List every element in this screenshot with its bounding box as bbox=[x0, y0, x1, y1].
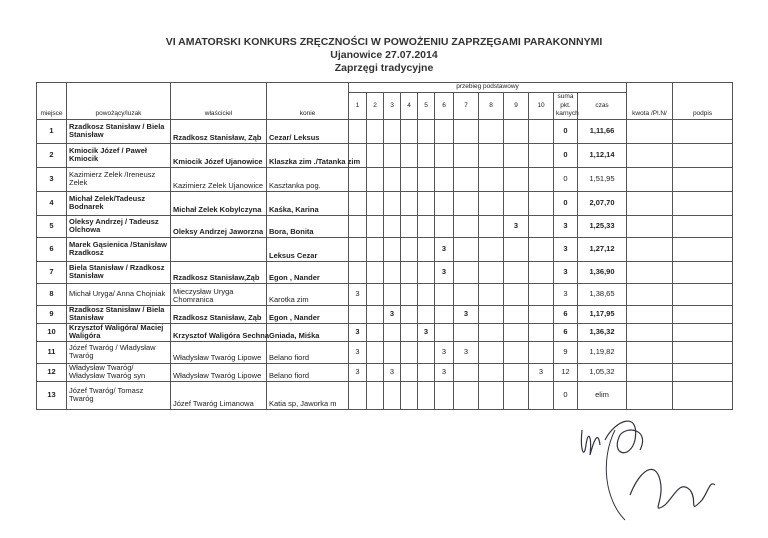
obstacle-cell bbox=[435, 215, 454, 237]
obstacle-cell bbox=[454, 143, 479, 167]
podpis-cell bbox=[673, 341, 733, 363]
table-row bbox=[37, 341, 733, 363]
sum-cell: 0 bbox=[554, 143, 578, 167]
horses-cell: Klaszka zim ./Tatanka zim bbox=[267, 143, 349, 167]
place-cell: 11 bbox=[37, 341, 67, 363]
place-cell: 4 bbox=[37, 191, 67, 215]
time-cell: 2,07,70 bbox=[578, 191, 627, 215]
sum-cell: 0 bbox=[554, 167, 578, 191]
obstacle-cell bbox=[479, 167, 504, 191]
place-cell: 5 bbox=[37, 215, 67, 237]
obstacle-cell bbox=[529, 237, 554, 261]
kwota-cell bbox=[627, 363, 673, 381]
obstacle-cell bbox=[418, 363, 435, 381]
obstacle-cell bbox=[367, 363, 384, 381]
obstacle-cell bbox=[367, 215, 384, 237]
podpis-cell bbox=[673, 323, 733, 341]
kwota-cell bbox=[627, 119, 673, 143]
obstacle-cell bbox=[384, 323, 401, 341]
kwota-cell bbox=[627, 341, 673, 363]
obstacle-cell: 3 bbox=[435, 261, 454, 283]
obstacle-cell bbox=[418, 167, 435, 191]
owner-cell: Władysław Twaróg Lipowe bbox=[171, 363, 267, 381]
driver-cell: Michał Zelek/Tadeusz Bodnarek bbox=[67, 191, 171, 215]
kwota-cell bbox=[627, 215, 673, 237]
obstacle-cell bbox=[529, 305, 554, 323]
horses-cell: Belano fiord bbox=[267, 341, 349, 363]
owner-cell: Rzadkosz Stanisław, Ząb bbox=[171, 119, 267, 143]
podpis-cell bbox=[673, 167, 733, 191]
horses-cell: Kaśka, Karina bbox=[267, 191, 349, 215]
obstacle-cell bbox=[384, 191, 401, 215]
obstacle-cell bbox=[454, 363, 479, 381]
time-cell: 1,27,12 bbox=[578, 237, 627, 261]
obstacle-cell: 3 bbox=[384, 305, 401, 323]
obstacle-cell bbox=[454, 323, 479, 341]
horses-cell: Bora, Bonita bbox=[267, 215, 349, 237]
podpis-cell bbox=[673, 191, 733, 215]
obstacle-cell: 3 bbox=[504, 215, 529, 237]
obstacle-cell bbox=[479, 143, 504, 167]
table-row bbox=[37, 191, 733, 215]
obstacle-cell bbox=[401, 119, 418, 143]
sum-cell: 12 bbox=[554, 363, 578, 381]
obstacle-cell bbox=[401, 283, 418, 305]
obstacle-cell bbox=[418, 143, 435, 167]
driver-cell: Kazimierz Zelek /Ireneusz Zelek bbox=[67, 167, 171, 191]
col-driver-header: powożący/luzak bbox=[67, 83, 171, 120]
obstacle-cell bbox=[384, 119, 401, 143]
obstacle-cell bbox=[418, 119, 435, 143]
table-row bbox=[37, 261, 733, 283]
obstacle-cell bbox=[367, 381, 384, 409]
obstacle-cell bbox=[401, 143, 418, 167]
obstacle-cell bbox=[349, 237, 367, 261]
obstacle-cell bbox=[367, 119, 384, 143]
driver-cell: Józef Twaróg / Władysław Twaróg bbox=[67, 341, 171, 363]
horses-cell: Belano fiord bbox=[267, 363, 349, 381]
owner-cell: Oleksy Andrzej Jaworzna bbox=[171, 215, 267, 237]
obstacle-cell bbox=[529, 143, 554, 167]
col-horses-header: konie bbox=[267, 83, 349, 120]
place-cell: 12 bbox=[37, 363, 67, 381]
obstacle-cell bbox=[529, 283, 554, 305]
results-table bbox=[36, 82, 733, 410]
owner-cell bbox=[171, 237, 267, 261]
sum-cell: 3 bbox=[554, 237, 578, 261]
obstacle-cell bbox=[529, 381, 554, 409]
obstacle-cell bbox=[349, 381, 367, 409]
place-cell: 3 bbox=[37, 167, 67, 191]
driver-cell: Rzadkosz Stanisław / Biela Stanisław bbox=[67, 119, 171, 143]
table-row bbox=[37, 167, 733, 191]
driver-cell: Biela Stanisław / Rzadkosz Stanisław bbox=[67, 261, 171, 283]
kwota-cell bbox=[627, 323, 673, 341]
obstacle-cell bbox=[479, 305, 504, 323]
obstacle-cell bbox=[367, 167, 384, 191]
obstacle-cell bbox=[384, 143, 401, 167]
obstacle-cell bbox=[479, 283, 504, 305]
obstacle-cell bbox=[504, 305, 529, 323]
podpis-cell bbox=[673, 283, 733, 305]
time-cell: 1,17,95 bbox=[578, 305, 627, 323]
time-cell: 1,12,14 bbox=[578, 143, 627, 167]
obstacle-cell bbox=[504, 261, 529, 283]
obstacle-cell bbox=[384, 341, 401, 363]
obstacle-cell bbox=[504, 167, 529, 191]
obstacle-cell bbox=[529, 215, 554, 237]
col-obstacle-header: 9 bbox=[504, 93, 529, 120]
obstacle-cell bbox=[367, 305, 384, 323]
obstacle-cell bbox=[479, 381, 504, 409]
driver-cell: Marek Gąsienica /Stanisław Rzadkosz bbox=[67, 237, 171, 261]
col-obstacle-header: 10 bbox=[529, 93, 554, 120]
table-row bbox=[37, 237, 733, 261]
time-cell: 1,36,32 bbox=[578, 323, 627, 341]
horses-cell: Katia sp, Jaworka m bbox=[267, 381, 349, 409]
obstacle-cell: 3 bbox=[384, 363, 401, 381]
col-obstacle-header: 8 bbox=[479, 93, 504, 120]
obstacle-cell bbox=[479, 323, 504, 341]
obstacle-cell bbox=[384, 261, 401, 283]
horses-cell: Kasztanka pog. bbox=[267, 167, 349, 191]
obstacle-cell bbox=[479, 191, 504, 215]
owner-cell: Kazimierz Zelek Ujanowice bbox=[171, 167, 267, 191]
obstacle-cell bbox=[418, 215, 435, 237]
driver-cell: Michał Uryga/ Anna Chojniak bbox=[67, 283, 171, 305]
time-cell: 1,36,90 bbox=[578, 261, 627, 283]
owner-cell: Mieczysław Uryga Chomranica bbox=[171, 283, 267, 305]
obstacle-cell bbox=[504, 363, 529, 381]
sum-cell: 9 bbox=[554, 341, 578, 363]
obstacle-cell bbox=[367, 323, 384, 341]
sum-cell: 3 bbox=[554, 261, 578, 283]
obstacle-cell: 3 bbox=[349, 363, 367, 381]
obstacle-cell bbox=[454, 191, 479, 215]
obstacle-cell bbox=[479, 119, 504, 143]
podpis-cell bbox=[673, 261, 733, 283]
kwota-cell bbox=[627, 283, 673, 305]
horses-cell: Gniada, Miśka bbox=[267, 323, 349, 341]
obstacle-cell bbox=[454, 167, 479, 191]
sum-cell: 3 bbox=[554, 283, 578, 305]
time-cell: elim bbox=[578, 381, 627, 409]
podpis-cell bbox=[673, 363, 733, 381]
kwota-cell bbox=[627, 237, 673, 261]
obstacle-cell bbox=[418, 381, 435, 409]
horses-cell: Cezar/ Leksus bbox=[267, 119, 349, 143]
driver-cell: Oleksy Andrzej / Tadeusz Olchowa bbox=[67, 215, 171, 237]
podpis-cell bbox=[673, 215, 733, 237]
obstacle-cell bbox=[454, 119, 479, 143]
time-cell: 1,19,82 bbox=[578, 341, 627, 363]
owner-cell: Rzadkosz Stanisław, Ząb bbox=[171, 305, 267, 323]
obstacle-cell bbox=[435, 381, 454, 409]
driver-cell: Rzadkosz Stanisław / Biela Stanisław bbox=[67, 305, 171, 323]
table-row bbox=[37, 305, 733, 323]
time-cell: 1,05,32 bbox=[578, 363, 627, 381]
obstacle-cell: 3 bbox=[529, 363, 554, 381]
obstacle-cell: 3 bbox=[349, 341, 367, 363]
place-cell: 7 bbox=[37, 261, 67, 283]
owner-cell: Kmiocik Józef Ujanowice bbox=[171, 143, 267, 167]
table-row bbox=[37, 363, 733, 381]
obstacle-cell bbox=[479, 215, 504, 237]
obstacle-cell: 3 bbox=[349, 323, 367, 341]
obstacle-cell bbox=[435, 143, 454, 167]
horses-cell: Karotka zim bbox=[267, 283, 349, 305]
time-cell: 1,11,66 bbox=[578, 119, 627, 143]
obstacle-cell bbox=[367, 191, 384, 215]
driver-cell: Władysław Twaróg/ Władysław Twaróg syn bbox=[67, 363, 171, 381]
horses-cell: Egon , Nander bbox=[267, 305, 349, 323]
owner-cell: Rzadkosz Stanisław,Ząb bbox=[171, 261, 267, 283]
obstacle-cell bbox=[349, 261, 367, 283]
obstacle-cell bbox=[454, 283, 479, 305]
obstacle-cell bbox=[504, 381, 529, 409]
sum-cell: 3 bbox=[554, 215, 578, 237]
obstacle-cell bbox=[384, 167, 401, 191]
obstacle-cell bbox=[479, 261, 504, 283]
driver-cell: Krzysztof Waligóra/ Maciej Waligóra bbox=[67, 323, 171, 341]
document-title: VI AMATORSKI KONKURS ZRĘCZNOŚCI W POWOŻENIU ZAPRZĘGAMI PARAKONNYMI bbox=[165, 36, 603, 48]
obstacle-cell bbox=[401, 341, 418, 363]
podpis-cell bbox=[673, 119, 733, 143]
obstacle-cell: 3 bbox=[454, 341, 479, 363]
obstacle-cell bbox=[529, 119, 554, 143]
obstacle-cell bbox=[367, 237, 384, 261]
col-obstacle-header: 1 bbox=[349, 93, 367, 120]
kwota-cell bbox=[627, 191, 673, 215]
obstacle-cell bbox=[504, 237, 529, 261]
obstacle-cell bbox=[504, 283, 529, 305]
col-obstacle-header: 6 bbox=[435, 93, 454, 120]
owner-cell: Krzysztof Waligóra Sechna bbox=[171, 323, 267, 341]
obstacle-cell: 3 bbox=[435, 237, 454, 261]
obstacle-cell: 3 bbox=[435, 341, 454, 363]
obstacle-cell bbox=[384, 237, 401, 261]
obstacle-cell bbox=[349, 215, 367, 237]
table-row bbox=[37, 143, 733, 167]
kwota-cell bbox=[627, 143, 673, 167]
col-podpis-header: podpis bbox=[673, 83, 733, 120]
obstacle-cell bbox=[454, 237, 479, 261]
obstacle-cell bbox=[367, 341, 384, 363]
col-time-header: czas bbox=[578, 93, 627, 120]
group-header: przebieg podstawowy bbox=[349, 83, 627, 93]
obstacle-cell bbox=[529, 323, 554, 341]
podpis-cell bbox=[673, 143, 733, 167]
owner-cell: Władysław Twaróg Lipowe bbox=[171, 341, 267, 363]
obstacle-cell bbox=[435, 305, 454, 323]
obstacle-cell bbox=[504, 191, 529, 215]
table-row bbox=[37, 215, 733, 237]
obstacle-cell bbox=[418, 283, 435, 305]
obstacle-cell bbox=[418, 341, 435, 363]
table-row bbox=[37, 323, 733, 341]
sum-cell: 0 bbox=[554, 191, 578, 215]
col-obstacle-header: 2 bbox=[367, 93, 384, 120]
place-cell: 2 bbox=[37, 143, 67, 167]
obstacle-cell bbox=[435, 323, 454, 341]
obstacle-cell bbox=[529, 191, 554, 215]
obstacle-cell bbox=[529, 167, 554, 191]
obstacle-cell bbox=[349, 119, 367, 143]
kwota-cell bbox=[627, 305, 673, 323]
obstacle-cell: 3 bbox=[454, 305, 479, 323]
obstacle-cell bbox=[401, 191, 418, 215]
col-obstacle-header: 5 bbox=[418, 93, 435, 120]
obstacle-cell bbox=[349, 305, 367, 323]
time-cell: 1,51,95 bbox=[578, 167, 627, 191]
obstacle-cell bbox=[529, 341, 554, 363]
document-category: Zaprzęgi tradycyjne bbox=[334, 62, 434, 74]
obstacle-cell bbox=[401, 323, 418, 341]
owner-cell: Michał Zelek Kobylczyna bbox=[171, 191, 267, 215]
time-cell: 1,25,33 bbox=[578, 215, 627, 237]
obstacle-cell bbox=[504, 341, 529, 363]
obstacle-cell bbox=[367, 261, 384, 283]
sum-cell: 0 bbox=[554, 381, 578, 409]
place-cell: 9 bbox=[37, 305, 67, 323]
obstacle-cell bbox=[418, 305, 435, 323]
obstacle-cell bbox=[367, 283, 384, 305]
col-place-header: miejsce bbox=[37, 83, 67, 120]
obstacle-cell bbox=[418, 261, 435, 283]
obstacle-cell bbox=[384, 215, 401, 237]
col-obstacle-header: 4 bbox=[401, 93, 418, 120]
horses-cell: Egon , Nander bbox=[267, 261, 349, 283]
obstacle-cell bbox=[435, 283, 454, 305]
place-cell: 1 bbox=[37, 119, 67, 143]
sum-cell: 6 bbox=[554, 323, 578, 341]
signatures-image bbox=[570, 400, 730, 530]
obstacle-cell bbox=[418, 191, 435, 215]
table-row bbox=[37, 283, 733, 305]
table-row bbox=[37, 119, 733, 143]
obstacle-cell bbox=[349, 191, 367, 215]
time-cell: 1,38,65 bbox=[578, 283, 627, 305]
obstacle-cell bbox=[384, 381, 401, 409]
obstacle-cell bbox=[401, 237, 418, 261]
driver-cell: Kmiocik Józef / Paweł Kmiocik bbox=[67, 143, 171, 167]
obstacle-cell bbox=[454, 215, 479, 237]
obstacle-cell bbox=[435, 119, 454, 143]
obstacle-cell: 3 bbox=[349, 283, 367, 305]
col-owner-header: właściciel bbox=[171, 83, 267, 120]
obstacle-cell bbox=[401, 167, 418, 191]
obstacle-cell bbox=[401, 261, 418, 283]
obstacle-cell bbox=[479, 341, 504, 363]
owner-cell: Józef Twaróg Limanowa bbox=[171, 381, 267, 409]
obstacle-cell bbox=[435, 191, 454, 215]
obstacle-cell bbox=[367, 143, 384, 167]
horses-cell: Leksus Cezar bbox=[267, 237, 349, 261]
podpis-cell bbox=[673, 237, 733, 261]
place-cell: 8 bbox=[37, 283, 67, 305]
obstacle-cell bbox=[504, 323, 529, 341]
sum-cell: 6 bbox=[554, 305, 578, 323]
obstacle-cell bbox=[504, 119, 529, 143]
obstacle-cell bbox=[454, 261, 479, 283]
obstacle-cell bbox=[479, 237, 504, 261]
obstacle-cell: 3 bbox=[418, 323, 435, 341]
podpis-cell bbox=[673, 305, 733, 323]
obstacle-cell bbox=[401, 215, 418, 237]
obstacle-cell: 3 bbox=[435, 363, 454, 381]
col-obstacle-header: 7 bbox=[454, 93, 479, 120]
obstacle-cell bbox=[418, 237, 435, 261]
obstacle-cell bbox=[401, 363, 418, 381]
place-cell: 13 bbox=[37, 381, 67, 409]
obstacle-cell bbox=[504, 143, 529, 167]
obstacle-cell bbox=[529, 261, 554, 283]
obstacle-cell bbox=[454, 381, 479, 409]
place-cell: 6 bbox=[37, 237, 67, 261]
obstacle-cell bbox=[401, 381, 418, 409]
kwota-cell bbox=[627, 261, 673, 283]
col-obstacle-header: 3 bbox=[384, 93, 401, 120]
place-cell: 10 bbox=[37, 323, 67, 341]
col-sum-header: suma pkt. karnych bbox=[554, 93, 578, 120]
obstacle-cell bbox=[349, 167, 367, 191]
driver-cell: Józef Twaróg/ Tomasz Twaróg bbox=[67, 381, 171, 409]
obstacle-cell bbox=[479, 363, 504, 381]
obstacle-cell bbox=[435, 167, 454, 191]
obstacle-cell bbox=[401, 305, 418, 323]
col-kwota-header: kwota /Pl.N/ bbox=[627, 83, 673, 120]
obstacle-cell bbox=[384, 283, 401, 305]
document-date: Ujanowice 27.07.2014 bbox=[330, 49, 438, 61]
kwota-cell bbox=[627, 167, 673, 191]
sum-cell: 0 bbox=[554, 119, 578, 143]
